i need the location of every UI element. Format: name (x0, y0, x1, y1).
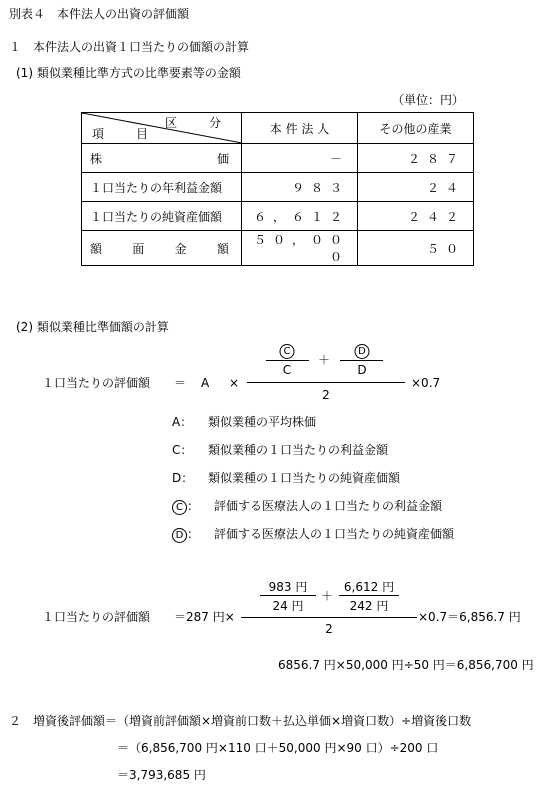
section-2-line-1: ２ 増資後評価額＝（増資前評価額×増資前口数＋払込単価×増資口数）÷増資後口数 (9, 714, 472, 728)
subsection-2-title: (2) 類似業種比準価額の計算 (16, 320, 169, 334)
c-denominator: C (282, 363, 292, 377)
total-calculation: 6856.7 円×50,000 円÷50 円＝6,856,700 円 (278, 658, 534, 672)
cell-value-col1: ９８３ (242, 173, 358, 202)
cell-value-col2: ２４ (358, 173, 474, 202)
legend-key-circled: C ： (172, 499, 199, 515)
legend-key: A： (172, 415, 193, 429)
label-part-4: 額 (216, 241, 229, 256)
formula-1-denominator: 2 (322, 388, 330, 402)
fraction-1-numerator: 983 円 (268, 580, 308, 594)
fraction-bar-d (340, 360, 383, 361)
legend-text: 評価する医療法人の１口当たりの利益金額 (214, 499, 443, 513)
row-label: １口当たりの純資産価額 (82, 202, 242, 231)
legend-key: D： (172, 471, 194, 485)
row-label: １口当たりの年利益金額 (82, 173, 242, 202)
fraction-bar-2 (339, 595, 399, 596)
fraction-2-denominator: 242 円 (349, 599, 389, 613)
label-part-1: 株 (90, 151, 103, 166)
comparison-table (81, 112, 474, 266)
table-diagonal-header (82, 113, 242, 144)
section-2-line-2: ＝（6,856,700 円×110 口＋50,000 円×90 口）÷200 口 (117, 741, 439, 755)
header-koumoku: 項 目 (92, 127, 159, 141)
plus-sign: ＋ (320, 589, 334, 603)
header-kubun: 区 分 (164, 116, 231, 130)
label-part-3: 金 (174, 241, 187, 256)
circled-c-numerator: C (280, 343, 295, 359)
section-2-result: ＝3,793,685 円 (117, 768, 206, 782)
formula-2-prefix: ＝287 円× (174, 610, 235, 624)
label-part-2: 面 (132, 241, 145, 256)
legend-key: C： (172, 443, 193, 457)
legend-text: 類似業種の平均株価 (208, 415, 317, 429)
fraction-1-denominator: 24 円 (272, 599, 304, 613)
cell-value-col1: － (242, 144, 358, 173)
table-row (82, 202, 474, 231)
document-heading: 別表４ 本件法人の出資の評価額 (9, 7, 190, 21)
formula-1-tail: ×0.7 (411, 376, 441, 390)
formula-1-lhs: １口当たりの評価額 (42, 376, 151, 390)
fraction-bar-1 (260, 595, 316, 596)
header-col1: 本 件 法 人 (242, 113, 358, 144)
table-row (82, 231, 474, 266)
table-row (82, 144, 474, 173)
circled-d-numerator: D (355, 343, 370, 359)
cell-value-col2: ２８７ (358, 144, 474, 173)
times-sign: × (229, 376, 240, 390)
legend-text: 類似業種の１口当たりの純資産価額 (208, 471, 401, 485)
cell-value-col1: ６，６１２ (242, 202, 358, 231)
formula-2-lhs: １口当たりの評価額 (42, 610, 151, 624)
fraction-bar-c (266, 360, 309, 361)
header-col2: その他の産業 (358, 113, 474, 144)
d-denominator: D (357, 363, 367, 377)
section-1-title: １ 本件法人の出資１口当たりの価額の計算 (9, 40, 250, 54)
unit-note: （単位：円） (392, 93, 465, 107)
table-row (82, 173, 474, 202)
subsection-1-title: (1) 類似業種比準方式の比準要素等の金額 (16, 66, 241, 80)
row-label (82, 231, 242, 266)
main-fraction-bar (247, 382, 405, 383)
cell-value-col2: ５０ (358, 231, 474, 266)
legend-text: 類似業種の１口当たりの利益金額 (208, 443, 389, 457)
equals-sign: ＝ (174, 376, 187, 390)
label-part-1: 額 (90, 241, 103, 256)
variable-a: A (201, 376, 210, 390)
plus-sign: ＋ (317, 353, 331, 367)
main-fraction-bar (241, 617, 417, 618)
row-label (82, 144, 242, 173)
legend-text: 評価する医療法人の１口当たりの純資産価額 (214, 527, 455, 541)
formula-2-denominator: 2 (325, 622, 333, 636)
cell-value-col2: ２４２ (358, 202, 474, 231)
formula-2-tail: ×0.7＝6,856.7 円 (418, 610, 521, 624)
label-part-2: 価 (216, 151, 229, 166)
cell-value-col1: ５０，０００ (242, 231, 358, 266)
fraction-2-numerator: 6,612 円 (343, 580, 395, 594)
legend-key-circled: D ： (172, 527, 199, 543)
